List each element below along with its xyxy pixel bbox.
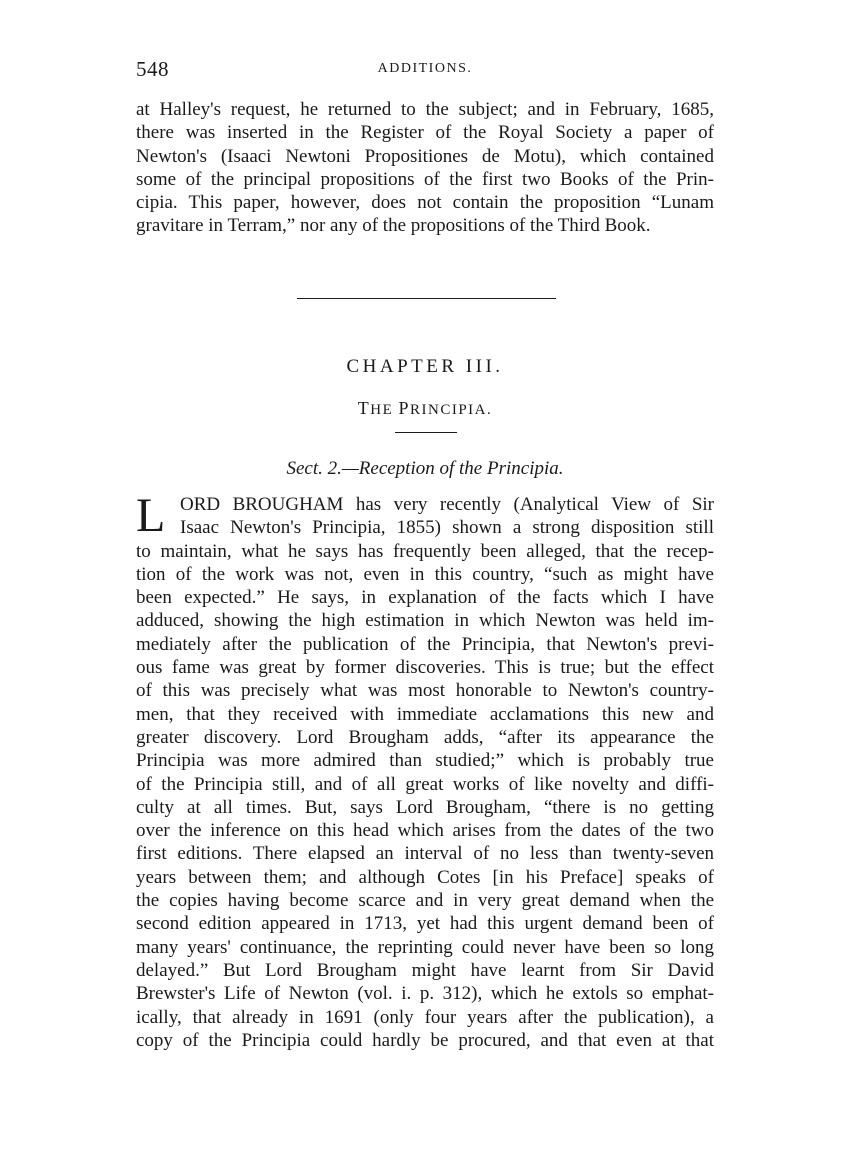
section-heading: Sect. 2.—Reception of the Principia. bbox=[286, 458, 564, 479]
subtitle-cap: P bbox=[398, 398, 410, 418]
text-line: greater discovery. Lord Brougham adds, “after its appearance the bbox=[136, 726, 714, 748]
text-line: tion of the work was not, even in this country, “such as might have bbox=[136, 563, 714, 585]
text-line: Newton's (Isaaci Newtoni Propositiones de Motu), which contained bbox=[136, 145, 714, 167]
text-line: second edition appeared in 1713, yet had this urgent demand been of bbox=[136, 913, 714, 935]
text-line: Brewster's Life of Newton (vol. i. p. 312), which he extols so emphat- bbox=[136, 983, 714, 1005]
chapter-subtitle bbox=[136, 398, 714, 419]
text-line: at Halley's request, he returned to the subject; and in February, 1685, bbox=[136, 99, 714, 120]
text-line: of the Principia still, and of all great works of like novelty and diffi- bbox=[136, 773, 714, 795]
text-line: culty at all times. But, says Lord Brougham, “there is no getting bbox=[136, 796, 714, 818]
title-divider bbox=[395, 432, 457, 433]
text-line: years between them; and although Cotes [in his Preface] speaks of bbox=[136, 866, 714, 888]
text-line: delayed.” But Lord Brougham might have learnt from Sir David bbox=[136, 959, 714, 981]
text-line: men, that they received with immediate acclamations this new and bbox=[136, 703, 714, 725]
text-line: some of the principal propositions of the first two Books of the Prin- bbox=[136, 168, 714, 190]
text-line: ically, that already in 1691 (only four years after the publication), a bbox=[136, 1006, 714, 1028]
text-line: there was inserted in the Register of the Royal Society a paper of bbox=[136, 122, 714, 144]
paragraph-main bbox=[136, 489, 714, 1052]
text-line: to maintain, what he says has frequently been alleged, that the recep- bbox=[136, 540, 714, 562]
text-line: copy of the Principia could hardly be procured, and that even at that bbox=[136, 1029, 714, 1051]
text-line: ous fame was great by former discoveries. This is true; but the effect bbox=[136, 657, 714, 679]
page-number: 548 bbox=[136, 57, 169, 81]
drop-cap: L bbox=[136, 489, 166, 542]
text-line: adduced, showing the high estimation in which Newton was held im- bbox=[136, 610, 714, 632]
text-line: the copies having become scarce and in very great demand when the bbox=[136, 890, 714, 912]
subtitle-text: HE bbox=[370, 402, 399, 418]
subtitle-text: RINCIPIA. bbox=[410, 402, 493, 418]
text-line: of this was precisely what was most honorable to Newton's country- bbox=[136, 680, 714, 702]
text-line: cipia. This paper, however, does not contain the proposition “Lunam bbox=[136, 192, 714, 214]
subtitle-cap: T bbox=[357, 398, 371, 418]
text-line: mediately after the publication of the Principia, that Newton's previ- bbox=[136, 633, 714, 655]
text-line: ORD BROUGHAM has very recently (Analytical View of Sir bbox=[180, 494, 714, 515]
page-header bbox=[136, 57, 714, 87]
paragraph-continuation bbox=[136, 98, 714, 238]
text-line: Isaac Newton's Principia, 1855) shown a strong disposition still bbox=[180, 517, 714, 539]
section-divider bbox=[297, 298, 556, 299]
text-line: been expected.” He says, in explanation of the facts which I have bbox=[136, 587, 714, 609]
running-head: ADDITIONS. bbox=[377, 61, 473, 76]
text-line: over the inference on this head which arises from the dates of the two bbox=[136, 820, 714, 842]
text-line: first editions. There elapsed an interval of no less than twenty-seven bbox=[136, 843, 714, 865]
text-line: many years' continuance, the reprinting could never have been so long bbox=[136, 936, 714, 958]
text-line: Principia was more admired than studied;” which is probably true bbox=[136, 750, 714, 772]
text-line: gravitare in Terram,” nor any of the propositions of the Third Book. bbox=[136, 215, 651, 237]
chapter-title: CHAPTER III. bbox=[346, 356, 504, 377]
